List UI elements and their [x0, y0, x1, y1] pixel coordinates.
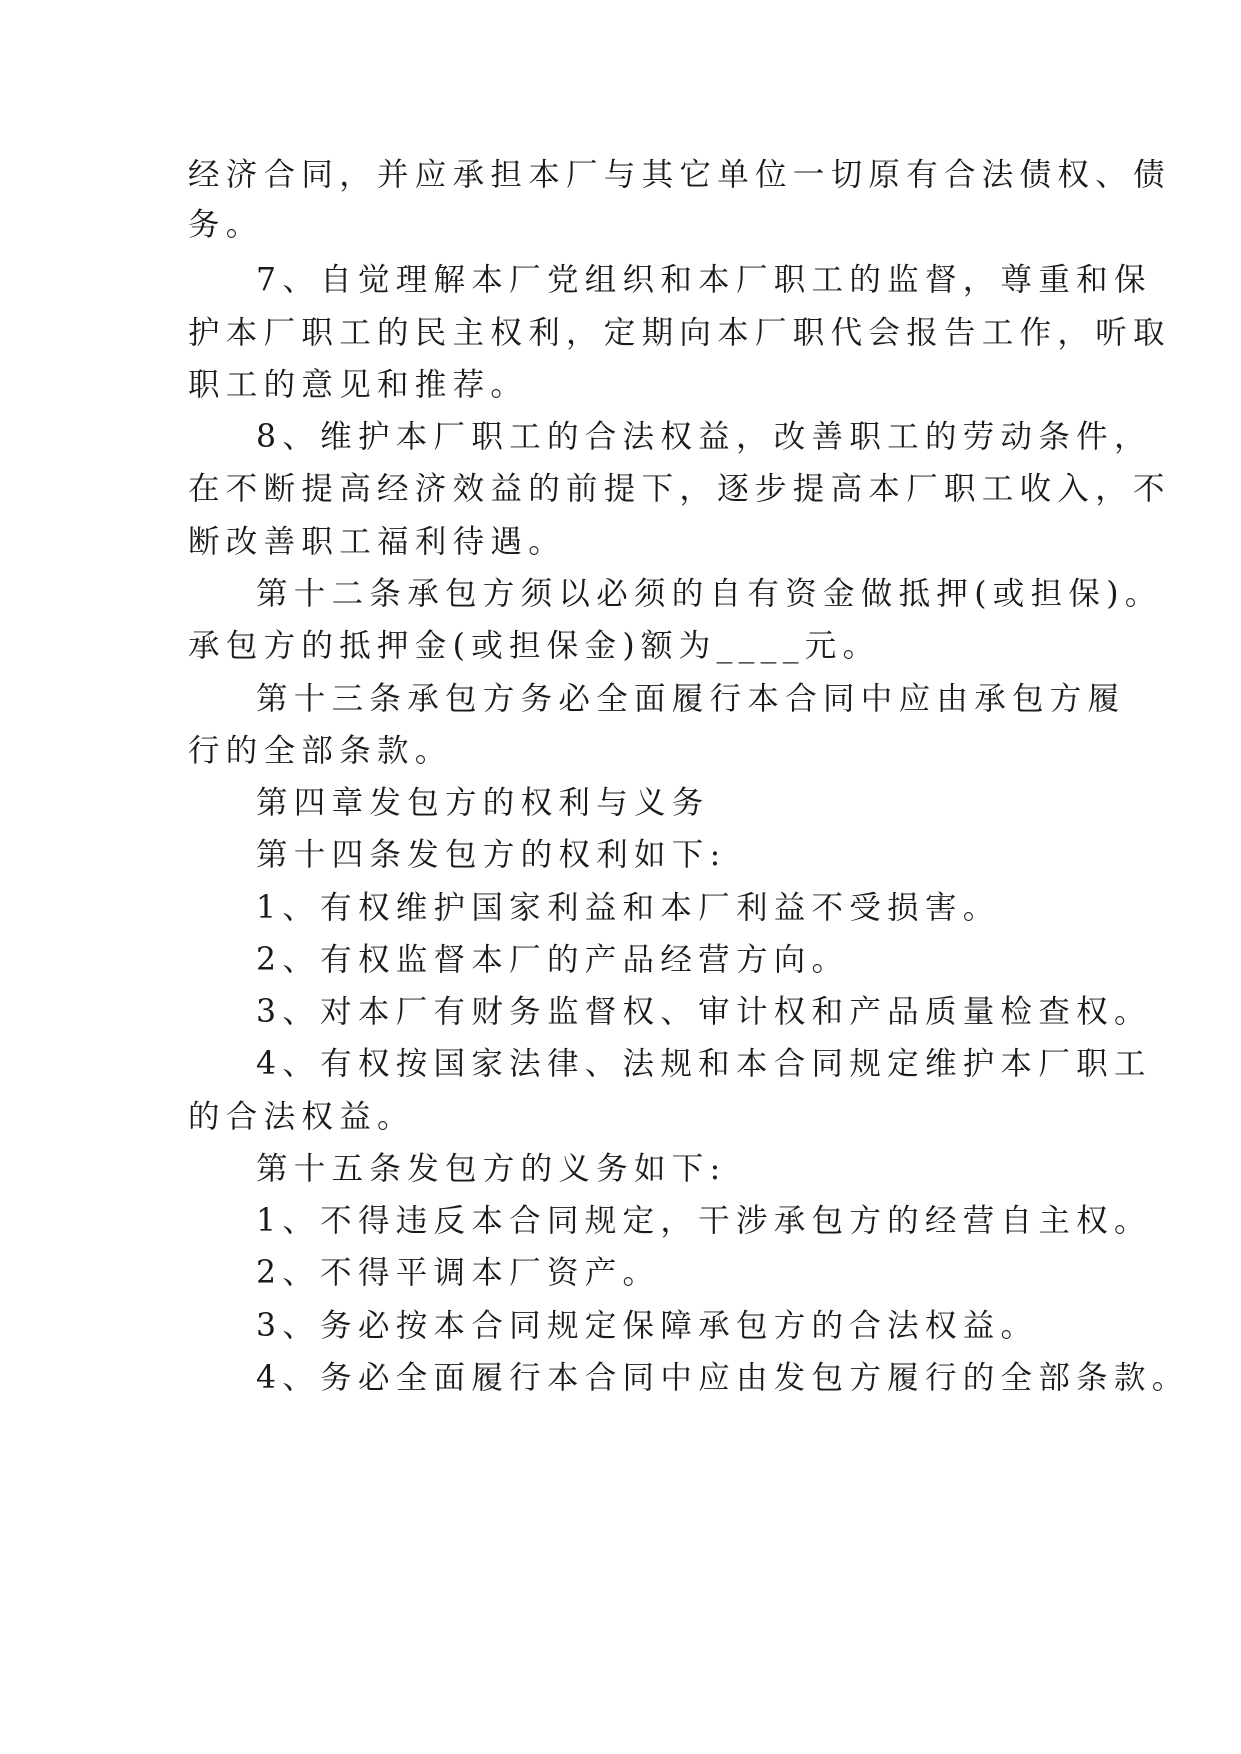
- text-line: 经济合同，并应承担本厂与其它单位一切原有合法债权、债: [188, 157, 1171, 193]
- text-line: 第十四条发包方的权利如下:: [256, 837, 727, 873]
- text-line: 在不断提高经济效益的前提下，逐步提高本厂职工收入，不: [188, 471, 1171, 507]
- text-line: 1、有权维护国家利益和本厂利益不受损害。: [256, 890, 1001, 926]
- text-line: 护本厂职工的民主权利，定期向本厂职代会报告工作，听取: [188, 315, 1171, 351]
- text-line: 2、不得平调本厂资产。: [256, 1255, 661, 1291]
- text-line: 第十二条承包方须以必须的自有资金做抵押(或担保)。: [256, 576, 1163, 612]
- text-line: 的合法权益。: [188, 1099, 415, 1135]
- text-line: 1、不得违反本合同规定，干涉承包方的经营自主权。: [256, 1203, 1152, 1239]
- text-line: 8、维护本厂职工的合法权益，改善职工的劳动条件，: [256, 419, 1152, 455]
- text-line: 第十五条发包方的义务如下:: [256, 1151, 727, 1187]
- text-line: 职工的意见和推荐。: [188, 367, 529, 403]
- text-line: 承包方的抵押金(或担保金)额为____元。: [188, 628, 881, 664]
- text-line: 4、有权按国家法律、法规和本合同规定维护本厂职工: [256, 1046, 1152, 1082]
- text-line: 务。: [188, 207, 264, 243]
- text-line: 4、务必全面履行本合同中应由发包方履行的全部条款。: [256, 1360, 1190, 1396]
- text-line: 3、对本厂有财务监督权、审计权和产品质量检查权。: [256, 994, 1152, 1030]
- text-line: 第十三条承包方务必全面履行本合同中应由承包方履: [256, 681, 1126, 717]
- text-line: 断改善职工福利待遇。: [188, 524, 567, 560]
- text-line: 7、自觉理解本厂党组织和本厂职工的监督，尊重和保: [256, 262, 1152, 298]
- text-line: 3、务必按本合同规定保障承包方的合法权益。: [256, 1308, 1039, 1344]
- chapter-heading: 第四章发包方的权利与义务: [256, 785, 710, 821]
- text-line: 行的全部条款。: [188, 733, 453, 769]
- text-line: 2、有权监督本厂的产品经营方向。: [256, 942, 850, 978]
